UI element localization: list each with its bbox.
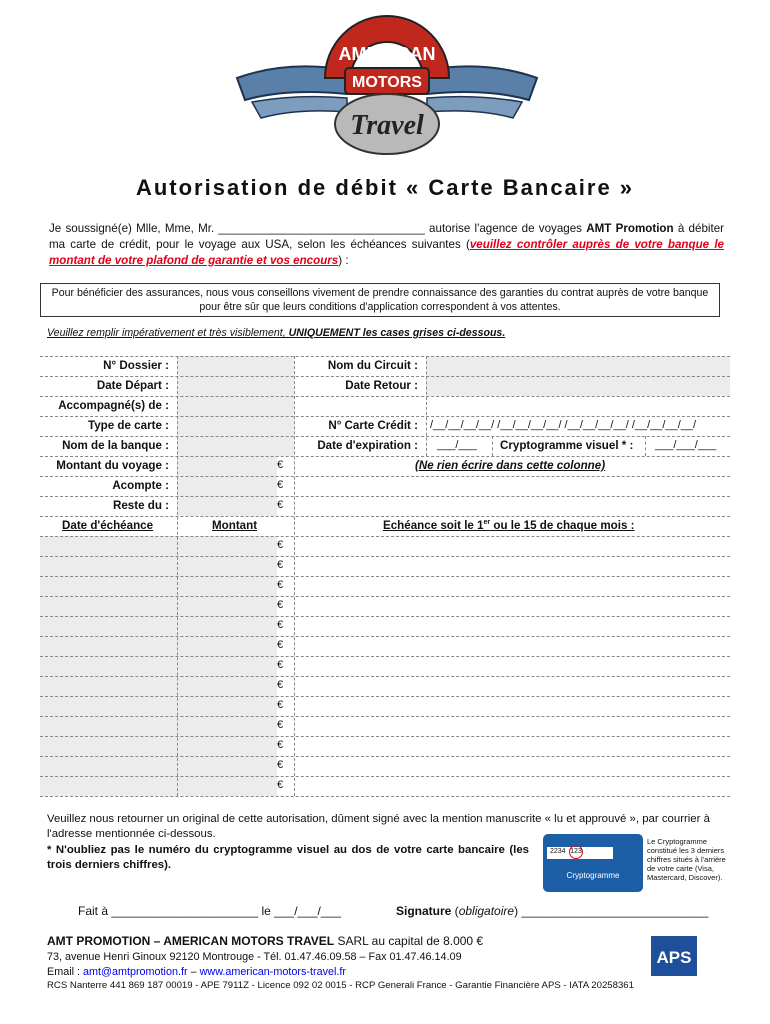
no-write-note: (Ne rien écrire dans cette colonne) (415, 459, 606, 472)
insurance-notice: Pour bénéficier des assurances, nous vous conseillons vivement de prendre connaissance des garanties du contrat auprès de votre banque pour être sûr que leurs conditions d'application correspondent à vos attentes. (40, 283, 720, 317)
col-echeance-text: Echéance soit le 1 (383, 519, 484, 532)
shade-schedule (40, 536, 277, 796)
cryptogram-warning: * N'oubliez pas le numéro du cryptogramme visuel au dos de votre carte bancaire (les trois derniers chiffres). (47, 844, 529, 871)
instruction-emphasis: UNIQUEMENT les cases grises ci-dessous. (288, 327, 506, 339)
card-note: Le Cryptogramme constitué les 3 derniers chiffres situés à l'arrière de votre carte (Visa, Mastercard, Discover). (647, 837, 726, 882)
intro-paragraph (49, 221, 724, 269)
euro-sign: € (277, 619, 284, 631)
label-cryptogramme: Cryptogramme visuel * : (500, 439, 634, 452)
euro-sign: € (277, 759, 284, 771)
label-acompte: Acompte : (112, 479, 169, 492)
label-type-carte: Type de carte : (88, 419, 169, 432)
signature-blank: ____________________________ (521, 904, 709, 918)
col-echeance-sup: er (483, 519, 491, 527)
company-address: 73, avenue Henri Ginoux 92120 Montrouge - Tél. 01.47.46.09.58 – Fax 01.47.46.14.09 (47, 951, 462, 963)
company-legal: SARL au capital de 8.000 € (334, 934, 484, 948)
website-link[interactable]: www.american-motors-travel.fr (199, 966, 346, 978)
euro-sign: € (277, 539, 284, 551)
signature-strip (547, 847, 613, 859)
card-digits: 2234 (550, 848, 566, 855)
col-echeance (383, 519, 634, 532)
card-code: 123 (569, 845, 583, 859)
euro-sign: € (277, 719, 284, 731)
euro-sign: € (277, 679, 284, 691)
col-montant: Montant (212, 519, 258, 532)
company-title: AMT PROMOTION – AMERICAN MOTORS TRAVEL (47, 934, 335, 948)
euro-sign: € (277, 699, 284, 711)
logo-bottom-text: Travel (350, 110, 424, 141)
closing-text: Veuillez nous retourner un original de cette autorisation, dûment signé avec la mention manuscrite « lu et approuvé », par courrier à l'adresse mentionnée ci-dessous. (47, 813, 710, 840)
label-num-carte: N° Carte Crédit : (328, 419, 418, 432)
label-expiration: Date d'expiration : (317, 439, 418, 452)
american-motors-travel-logo (227, 8, 547, 168)
shade-top-left (177, 356, 294, 456)
page-title: Autorisation de débit « Carte Bancaire » (135, 175, 635, 200)
expiration-field[interactable]: ___/___ (437, 439, 477, 451)
email-link[interactable]: amt@amtpromotion.fr (83, 966, 188, 978)
euro-sign: € (277, 579, 284, 591)
euro-sign: € (277, 559, 284, 571)
euro-sign: € (277, 639, 284, 651)
col-echeance-text-2: ou le 15 de chaque mois : (490, 519, 635, 532)
card-number-field[interactable]: /__/__/__/__/ /__/__/__/__/ /__/__/__/__/ /__/__/__/__/ (430, 419, 697, 431)
euro-sign: € (277, 479, 284, 491)
label-accompagne: Accompagné(s) de : (58, 399, 169, 412)
label-dossier: N° Dossier : (103, 359, 169, 372)
intro-text-3: ) : (338, 254, 349, 267)
intro-text-1: Je soussigné(e) Mlle, Mme, Mr. ________________________________ autorise l'agence de voyages (49, 222, 587, 235)
bank-warning: veuillez contrôler auprès de votre banque le montant de votre plafond de garantie et vos encours (49, 238, 724, 267)
company-name (47, 934, 483, 949)
label-montant-voyage: Montant du voyage : (56, 459, 169, 472)
company-rcs: RCS Nanterre 441 869 187 00019 - APE 7911Z - Licence 092 02 0015 - RCP Generali France - Garantie Financière APS - IATA 20258361 (47, 980, 634, 991)
label-date-depart: Date Départ : (96, 379, 169, 392)
aps-logo (651, 936, 697, 976)
label-banque: Nom de la banque : (62, 439, 169, 452)
link-separator: – (187, 966, 200, 978)
credit-card-illustration (543, 834, 643, 892)
signature-obligatoire: obligatoire (458, 904, 515, 918)
euro-sign: € (277, 599, 284, 611)
card-label: Cryptogramme (566, 871, 620, 880)
euro-sign: € (277, 499, 284, 511)
euro-sign: € (277, 659, 284, 671)
fill-instruction (47, 327, 505, 339)
shade-amounts (177, 456, 277, 516)
euro-sign: € (277, 779, 284, 791)
logo-top-text: AMERICAN (338, 44, 436, 64)
agency-name: AMT Promotion (586, 222, 674, 235)
col-date-echeance: Date d'échéance (62, 519, 154, 532)
label-reste: Reste du : (112, 499, 169, 512)
email-label: Email : (47, 966, 83, 978)
logo-middle-text: MOTORS (352, 74, 422, 91)
label-circuit: Nom du Circuit : (327, 359, 418, 372)
aps-logo-text: APS (656, 948, 692, 967)
fait-a-line[interactable]: Fait à ______________________ le ___/___/___ (78, 904, 341, 918)
euro-sign: € (277, 459, 284, 471)
cryptogramme-field[interactable]: ___/___/___ (655, 439, 717, 451)
intro-text-2: à débiter ma carte de crédit, pour le voyage aux USA, selon les échéances suivantes ( (49, 222, 725, 251)
signature-label: Signature (396, 904, 452, 918)
instruction-text: Veuillez remplir impérativement et très visiblement, (47, 327, 289, 339)
signature-line[interactable]: Signature (obligatoire) ____________________________ (396, 904, 709, 918)
euro-sign: € (277, 739, 284, 751)
label-date-retour: Date Retour : (345, 379, 418, 392)
